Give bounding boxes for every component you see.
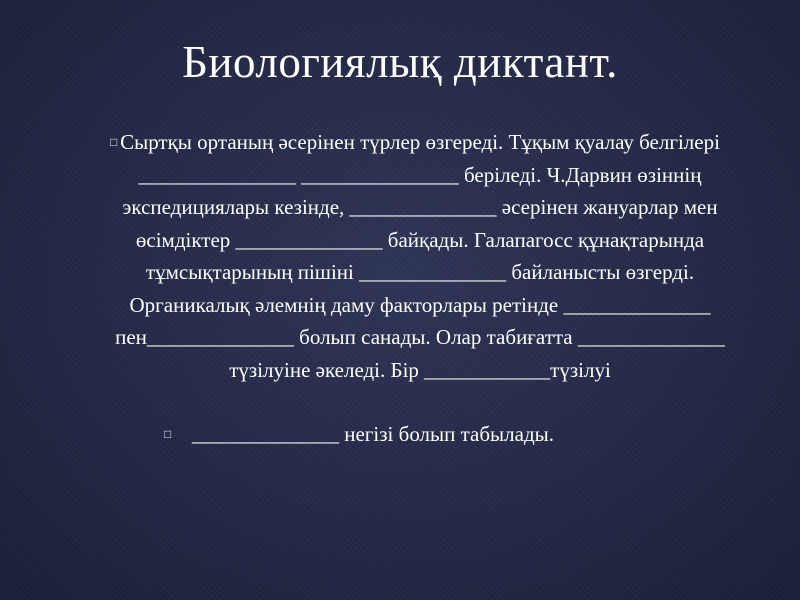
bullet-item (110, 418, 730, 451)
bullet-text: Сыртқы ортаның әсерінен түрлер өзгереді. Тұқым қуалау белгілері _______________ _______________ беріледі. Ч.Дарвин өзіннің экспедициялары кезінде, ______________ әсерінен жануарлар мен өсімдіктер ______________ байқады. Галапагосс құнақтарында тұмсықтарының пішіні ______________ байланысты өзгерді. Органикалық әлемнің даму факторлары ретінде ______________ пен______________ болып санады. Олар табиғатта ______________ түзілуіне әкеледі. Бір ____________түзілуі (115, 130, 725, 382)
bullet-item (110, 126, 730, 386)
slide-content (110, 126, 730, 451)
bullet-text: ______________ негізі болып табылады. (192, 422, 555, 446)
bullet-box-icon: □ (110, 135, 118, 149)
slide-title: Биологиялық диктант. (182, 37, 618, 87)
bullet-box-icon: □ (164, 427, 172, 441)
